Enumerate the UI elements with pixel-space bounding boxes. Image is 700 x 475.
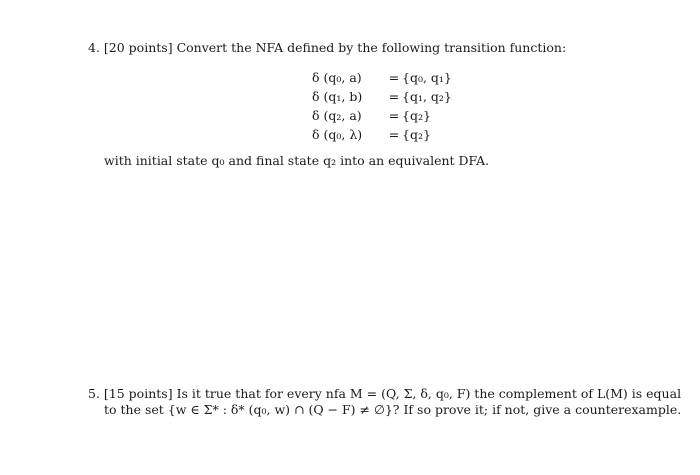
transition-lhs: δ (q₁, b) — [312, 89, 363, 104]
transition-rhs: {q₀, q₁} — [402, 70, 452, 85]
problem-5 — [88, 386, 681, 418]
equals-sign: = — [388, 89, 400, 104]
transition-lhs: δ (q₂, a) — [312, 108, 362, 123]
transition-function — [312, 68, 452, 144]
problem-5-points: [15 points] — [103, 386, 173, 401]
problem-5-text-1: Is it true that for every nfa M = (Q, Σ, δ, q₀, F) the complement of L(M) is equal — [176, 386, 682, 401]
equals-sign: = — [388, 108, 400, 123]
transition-row — [312, 68, 452, 87]
transition-row — [312, 87, 452, 106]
problem-4-heading — [88, 40, 566, 56]
problem-5-line-2: to the set {w ∈ Σ* : δ* (q₀, w) ∩ (Q − F) ≠ ∅}? If so prove it; if not, give a counterexample. — [104, 402, 682, 417]
problem-5-number: 5. — [88, 386, 100, 401]
equals-sign: = — [388, 70, 400, 85]
transition-row — [312, 106, 452, 125]
transition-lhs: δ (q₀, λ) — [312, 127, 363, 142]
equals-sign: = — [388, 127, 400, 142]
transition-row — [312, 125, 452, 144]
transition-rhs: {q₂} — [402, 108, 431, 123]
transition-rhs: {q₂} — [402, 127, 431, 142]
problem-4-number: 4. — [88, 40, 100, 55]
transition-lhs: δ (q₀, a) — [312, 70, 362, 85]
transition-rhs: {q₁, q₂} — [402, 89, 452, 104]
problem-5-line-1 — [88, 386, 681, 402]
problem-4-statement: Convert the NFA defined by the following transition function: — [176, 40, 567, 55]
problem-4-points: [20 points] — [103, 40, 173, 55]
problem-4-closing: with initial state q₀ and final state q₂ into an equivalent DFA. — [104, 153, 490, 168]
